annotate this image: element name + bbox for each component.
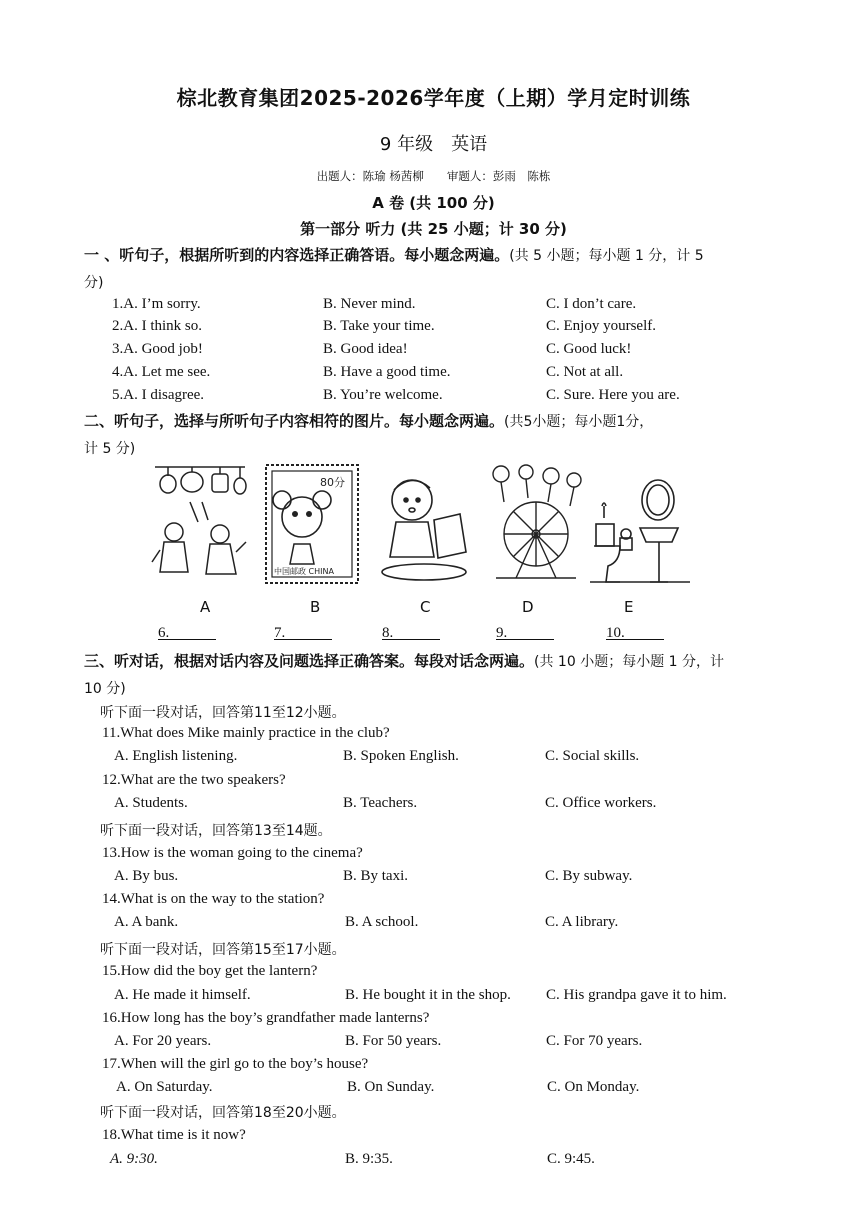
- letter-e: E: [624, 598, 634, 616]
- blank-line[interactable]: [382, 625, 440, 640]
- option-b: B. Take your time.: [323, 318, 435, 334]
- option-a: 3.A. Good job!: [112, 341, 203, 357]
- option-a: 2.A. I think so.: [112, 318, 202, 334]
- section3-title: 三、听对话，根据对话内容及问题选择正确答案。每段对话念两遍。: [84, 652, 535, 670]
- question-row: [0, 341, 867, 363]
- ferris-wheel-icon: [486, 462, 586, 587]
- question-text: 14.What is on the way to the station?: [102, 891, 325, 907]
- question-options: [0, 1151, 867, 1173]
- authors-line: 出题人：陈瑜 杨茜柳 审题人：彭雨 陈栋: [316, 169, 551, 183]
- option-a: A. For 20 years.: [114, 1033, 212, 1049]
- picture-letters: [0, 598, 867, 618]
- bathroom-icon: [590, 462, 690, 587]
- grade-subject: 9 年级 英语: [379, 134, 488, 155]
- section3-heading: [84, 648, 804, 702]
- blank-label: 9.: [496, 625, 508, 641]
- option-b: B. By taxi.: [343, 868, 409, 884]
- option-c: C. His grandpa gave it to him.: [546, 987, 727, 1003]
- blank-line[interactable]: [496, 625, 554, 640]
- option-a: A. He made it himself.: [114, 987, 251, 1003]
- question-row: [0, 318, 867, 340]
- letter-d: D: [522, 598, 534, 616]
- option-a: A. On Saturday.: [116, 1079, 213, 1095]
- picture-options: [150, 462, 690, 587]
- lantern-festival-icon: [150, 462, 250, 587]
- stamp-caption: 中国邮政 CHINA: [274, 567, 334, 576]
- option-a: A. Students.: [114, 795, 188, 811]
- blank-label: 7.: [274, 625, 286, 641]
- blank-line[interactable]: [158, 625, 216, 640]
- blank-label: 8.: [382, 625, 394, 641]
- question-text: 13.How is the woman going to the cinema?: [102, 845, 363, 861]
- option-a: A. A bank.: [114, 914, 179, 930]
- option-b: B. Good idea!: [323, 341, 408, 357]
- question-options: [0, 868, 867, 890]
- question-options: [0, 1033, 867, 1055]
- question-text: 11.What does Mike mainly practice in the club?: [102, 725, 390, 741]
- exam-title: 棕北教育集团2025-2026学年度（上期）学月定时训练: [176, 86, 691, 110]
- picture-e-bathroom: [590, 462, 690, 587]
- letter-c: C: [420, 598, 431, 616]
- question-text: 18.What time is it now?: [102, 1127, 246, 1143]
- blank-line[interactable]: [606, 625, 664, 640]
- question-row: [0, 387, 867, 409]
- option-c: C. Social skills.: [545, 748, 640, 764]
- question-options: [0, 914, 867, 936]
- question-text: 15.How did the boy get the lantern?: [102, 963, 318, 979]
- option-b: B. Teachers.: [343, 795, 418, 811]
- option-b: B. A school.: [345, 914, 419, 930]
- option-a: A. By bus.: [114, 868, 179, 884]
- dialogue-intro: 听下面一段对话，回答第18至20小题。: [100, 1105, 346, 1121]
- question-options: [0, 987, 867, 1009]
- section2-heading: [84, 408, 804, 462]
- question-text: 12.What are the two speakers?: [102, 772, 286, 788]
- section1-title: 一 、听句子，根据所听到的内容选择正确答语。每小题念两遍。: [84, 246, 510, 264]
- option-c: C. I don’t care.: [546, 296, 637, 312]
- section1-heading: [84, 242, 804, 296]
- dialogue-intro: 听下面一段对话，回答第13至14题。: [100, 823, 332, 839]
- question-options: [0, 795, 867, 817]
- volume-heading: A 卷 (共 100 分): [372, 194, 495, 212]
- part-heading: 第一部分 听力 (共 25 小题；计 30 分): [300, 220, 567, 238]
- boy-reading-icon: [374, 462, 474, 587]
- section2-note: (共5小题；每小题1分，: [504, 414, 654, 430]
- picture-b-stamp: [262, 462, 362, 587]
- picture-a-lanterns: [150, 462, 250, 587]
- question-options: [0, 748, 867, 770]
- answer-blanks: [0, 625, 867, 645]
- option-b: B. For 50 years.: [345, 1033, 442, 1049]
- blank-line[interactable]: [274, 625, 332, 640]
- question-row: [0, 296, 867, 318]
- option-a: A. 9:30.: [110, 1151, 158, 1167]
- section2-title: 二、听句子，选择与所听句子内容相符的图片。每小题念两遍。: [84, 412, 505, 430]
- option-b: B. Spoken English.: [343, 748, 459, 764]
- option-c: C. A library.: [545, 914, 619, 930]
- section2-note-cont: 计 5 分): [84, 441, 136, 457]
- option-a: 5.A. I disagree.: [112, 387, 205, 403]
- option-c: C. Not at all.: [546, 364, 624, 380]
- section1-note: (共 5 小题；每小题 1 分，计 5: [509, 248, 704, 264]
- option-a: 1.A. I’m sorry.: [112, 296, 201, 312]
- option-b: B. You’re welcome.: [323, 387, 443, 403]
- option-c: C. By subway.: [545, 868, 633, 884]
- section3-note: (共 10 小题；每小题 1 分，计: [534, 654, 724, 670]
- option-c: C. 9:45.: [547, 1151, 595, 1167]
- picture-d-ferris-wheel: [486, 462, 586, 587]
- section1-note-cont: 分): [84, 275, 104, 291]
- option-b: B. Have a good time.: [323, 364, 451, 380]
- question-options: [0, 1079, 867, 1101]
- stamp-icon: [262, 462, 362, 587]
- option-b: B. 9:35.: [345, 1151, 393, 1167]
- dialogue-intro: 听下面一段对话，回答第11至12小题。: [100, 705, 346, 721]
- blank-label: 10.: [606, 625, 625, 641]
- letter-b: B: [310, 598, 321, 616]
- option-b: B. Never mind.: [323, 296, 416, 312]
- stamp-value: 80分: [320, 476, 345, 489]
- option-b: B. On Sunday.: [347, 1079, 435, 1095]
- question-row: [0, 364, 867, 386]
- section3-note-cont: 10 分): [84, 681, 126, 697]
- question-text: 16.How long has the boy’s grandfather made lanterns?: [102, 1010, 430, 1026]
- dialogue-intro: 听下面一段对话，回答第15至17小题。: [100, 942, 346, 958]
- option-c: C. For 70 years.: [546, 1033, 643, 1049]
- option-a: A. English listening.: [114, 748, 238, 764]
- option-b: B. He bought it in the shop.: [345, 987, 511, 1003]
- option-c: C. Sure. Here you are.: [546, 387, 680, 403]
- option-a: 4.A. Let me see.: [112, 364, 211, 380]
- letter-a: A: [200, 598, 211, 616]
- option-c: C. Office workers.: [545, 795, 657, 811]
- blank-label: 6.: [158, 625, 170, 641]
- question-text: 17.When will the girl go to the boy’s house?: [102, 1056, 369, 1072]
- option-c: C. On Monday.: [547, 1079, 640, 1095]
- picture-c-reading: [374, 462, 474, 587]
- option-c: C. Good luck!: [546, 341, 632, 357]
- option-c: C. Enjoy yourself.: [546, 318, 656, 334]
